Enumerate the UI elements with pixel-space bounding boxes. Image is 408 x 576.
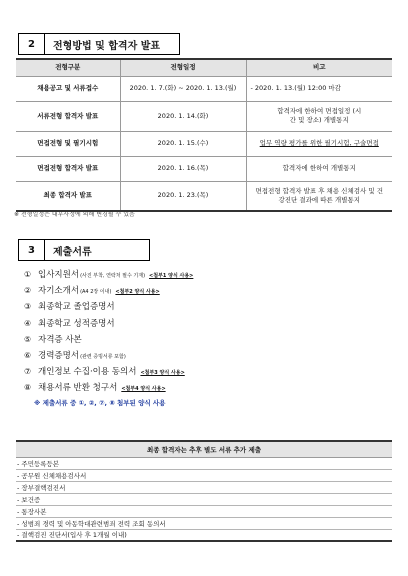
item-number: ⑥ [24,350,32,360]
date-cell: 2020. 1. 23.(목) [120,181,246,211]
list-item [24,333,384,349]
date-cell: 2020. 1. 15.(수) [120,131,246,156]
table-row [16,505,392,517]
date-cell: 2020. 1. 7.(화) ~ 2020. 1. 13.(월) [120,76,246,101]
documents-note: ※ 제출서류 중 ①, ②, ⑦, ⑧ 첨부된 양식 사용 [34,399,166,407]
item-number: ⑦ [24,367,32,377]
table-row [16,493,392,505]
note-cell: 합격자에 한하여 면접일정 (시간 및 장소) 개별통지 [246,101,392,131]
date-cell: 2020. 1. 16.(목) [120,156,246,181]
schedule-note: ※ 전형일정은 내부사정에 의해 변경될 수 있음 [14,211,135,218]
stage-cell: 면접전형 및 필기시험 [16,131,120,156]
item-form: <첨부2 양식 사용> [115,289,160,296]
item-form: <첨부4 양식 사용> [121,386,166,393]
table-row [16,517,392,529]
item-detail: (관련 증빙서류 포함) [80,353,126,360]
list-item [24,300,384,316]
note-cell: 업무 역량 평가를 위한 필기시험, 구술면접 [246,131,392,156]
item-number: ⑤ [24,334,32,344]
list-item [24,381,384,397]
header-note: 비고 [246,59,392,76]
stage-cell: 채용공고 및 서류접수 [16,76,120,101]
table-row [16,529,392,541]
extra-header: 최종 합격자는 추후 별도 서류 추가 제출 [16,441,392,457]
list-item [24,268,384,284]
stage-cell: 최종 합격자 발표 [16,181,120,211]
stage-cell: 면접전형 합격자 발표 [16,156,120,181]
table-row [16,131,392,156]
item-name: 최종학교 졸업증명서 [38,302,115,313]
item-number: ⑧ [24,383,32,393]
schedule-table [16,58,392,212]
item-detail: (사진 부착, 연락처 필수 기재) [80,273,146,279]
section-3-heading [18,239,150,261]
list-item [24,349,384,365]
section-2-title: 전형방법 및 합격자 발표 [53,40,161,52]
item-name: 개인정보 수집·이용 동의서 [38,367,137,378]
extra-item: - 공무원 신체채용검사서 [16,469,392,481]
extra-item: - 결핵검진 진단서(입사 후 1개월 이내) [16,529,392,541]
header-stage: 전형구분 [16,59,120,76]
section-3-number: 3 [19,240,45,260]
extra-item: - 주민등록등본 [16,457,392,469]
table-row [16,156,392,181]
section-3-title: 제출서류 [53,246,92,258]
section-2-heading [18,33,180,55]
note-cell: 합격자에 한하여 개별통지 [246,156,392,181]
item-number: ② [24,286,32,296]
schedule-header-row [16,59,392,76]
item-detail: (A4 2장 이내) [80,289,112,296]
list-item [24,317,384,333]
note-cell: - 2020. 1. 13.(월) 12:00 마감 [246,76,392,101]
stage-cell: 서류전형 합격자 발표 [16,101,120,131]
table-row [16,457,392,469]
table-row [16,101,392,131]
table-row [16,76,392,101]
section-2-number: 2 [19,34,45,54]
item-number: ① [24,270,32,279]
additional-documents-table [16,440,392,542]
extra-item: - 장부결핵검진서 [16,481,392,493]
extra-item: - 성범죄 경력 및 아동학대관련범죄 전력 조회 동의서 [16,517,392,529]
document-list [24,268,384,398]
extra-item: - 보건증 [16,493,392,505]
table-row [16,481,392,493]
extra-item: - 통장사본 [16,505,392,517]
item-form: <첨부1 양식 사용> [149,273,194,279]
item-name: 채용서류 반환 청구서 [38,383,118,394]
table-row [16,181,392,211]
item-name: 경력증명서 [38,350,80,361]
header-date: 전형일정 [120,59,246,76]
extra-header-row [16,441,392,457]
item-number: ③ [24,302,32,312]
item-name: 입사지원서 [38,270,80,280]
item-form: <첨부3 양식 사용> [140,370,185,377]
note-cell: 면접전형 합격자 발표 후 채용 신체검사 및 건강진단 결과에 따른 개별통지 [246,181,392,211]
list-item [24,365,384,381]
item-name: 자격증 사본 [38,334,82,345]
list-item [24,284,384,300]
item-name: 자기소개서 [38,286,80,297]
date-cell: 2020. 1. 14.(화) [120,101,246,131]
table-row [16,469,392,481]
item-number: ④ [24,318,32,328]
item-name: 최종학교 성적증명서 [38,318,115,329]
